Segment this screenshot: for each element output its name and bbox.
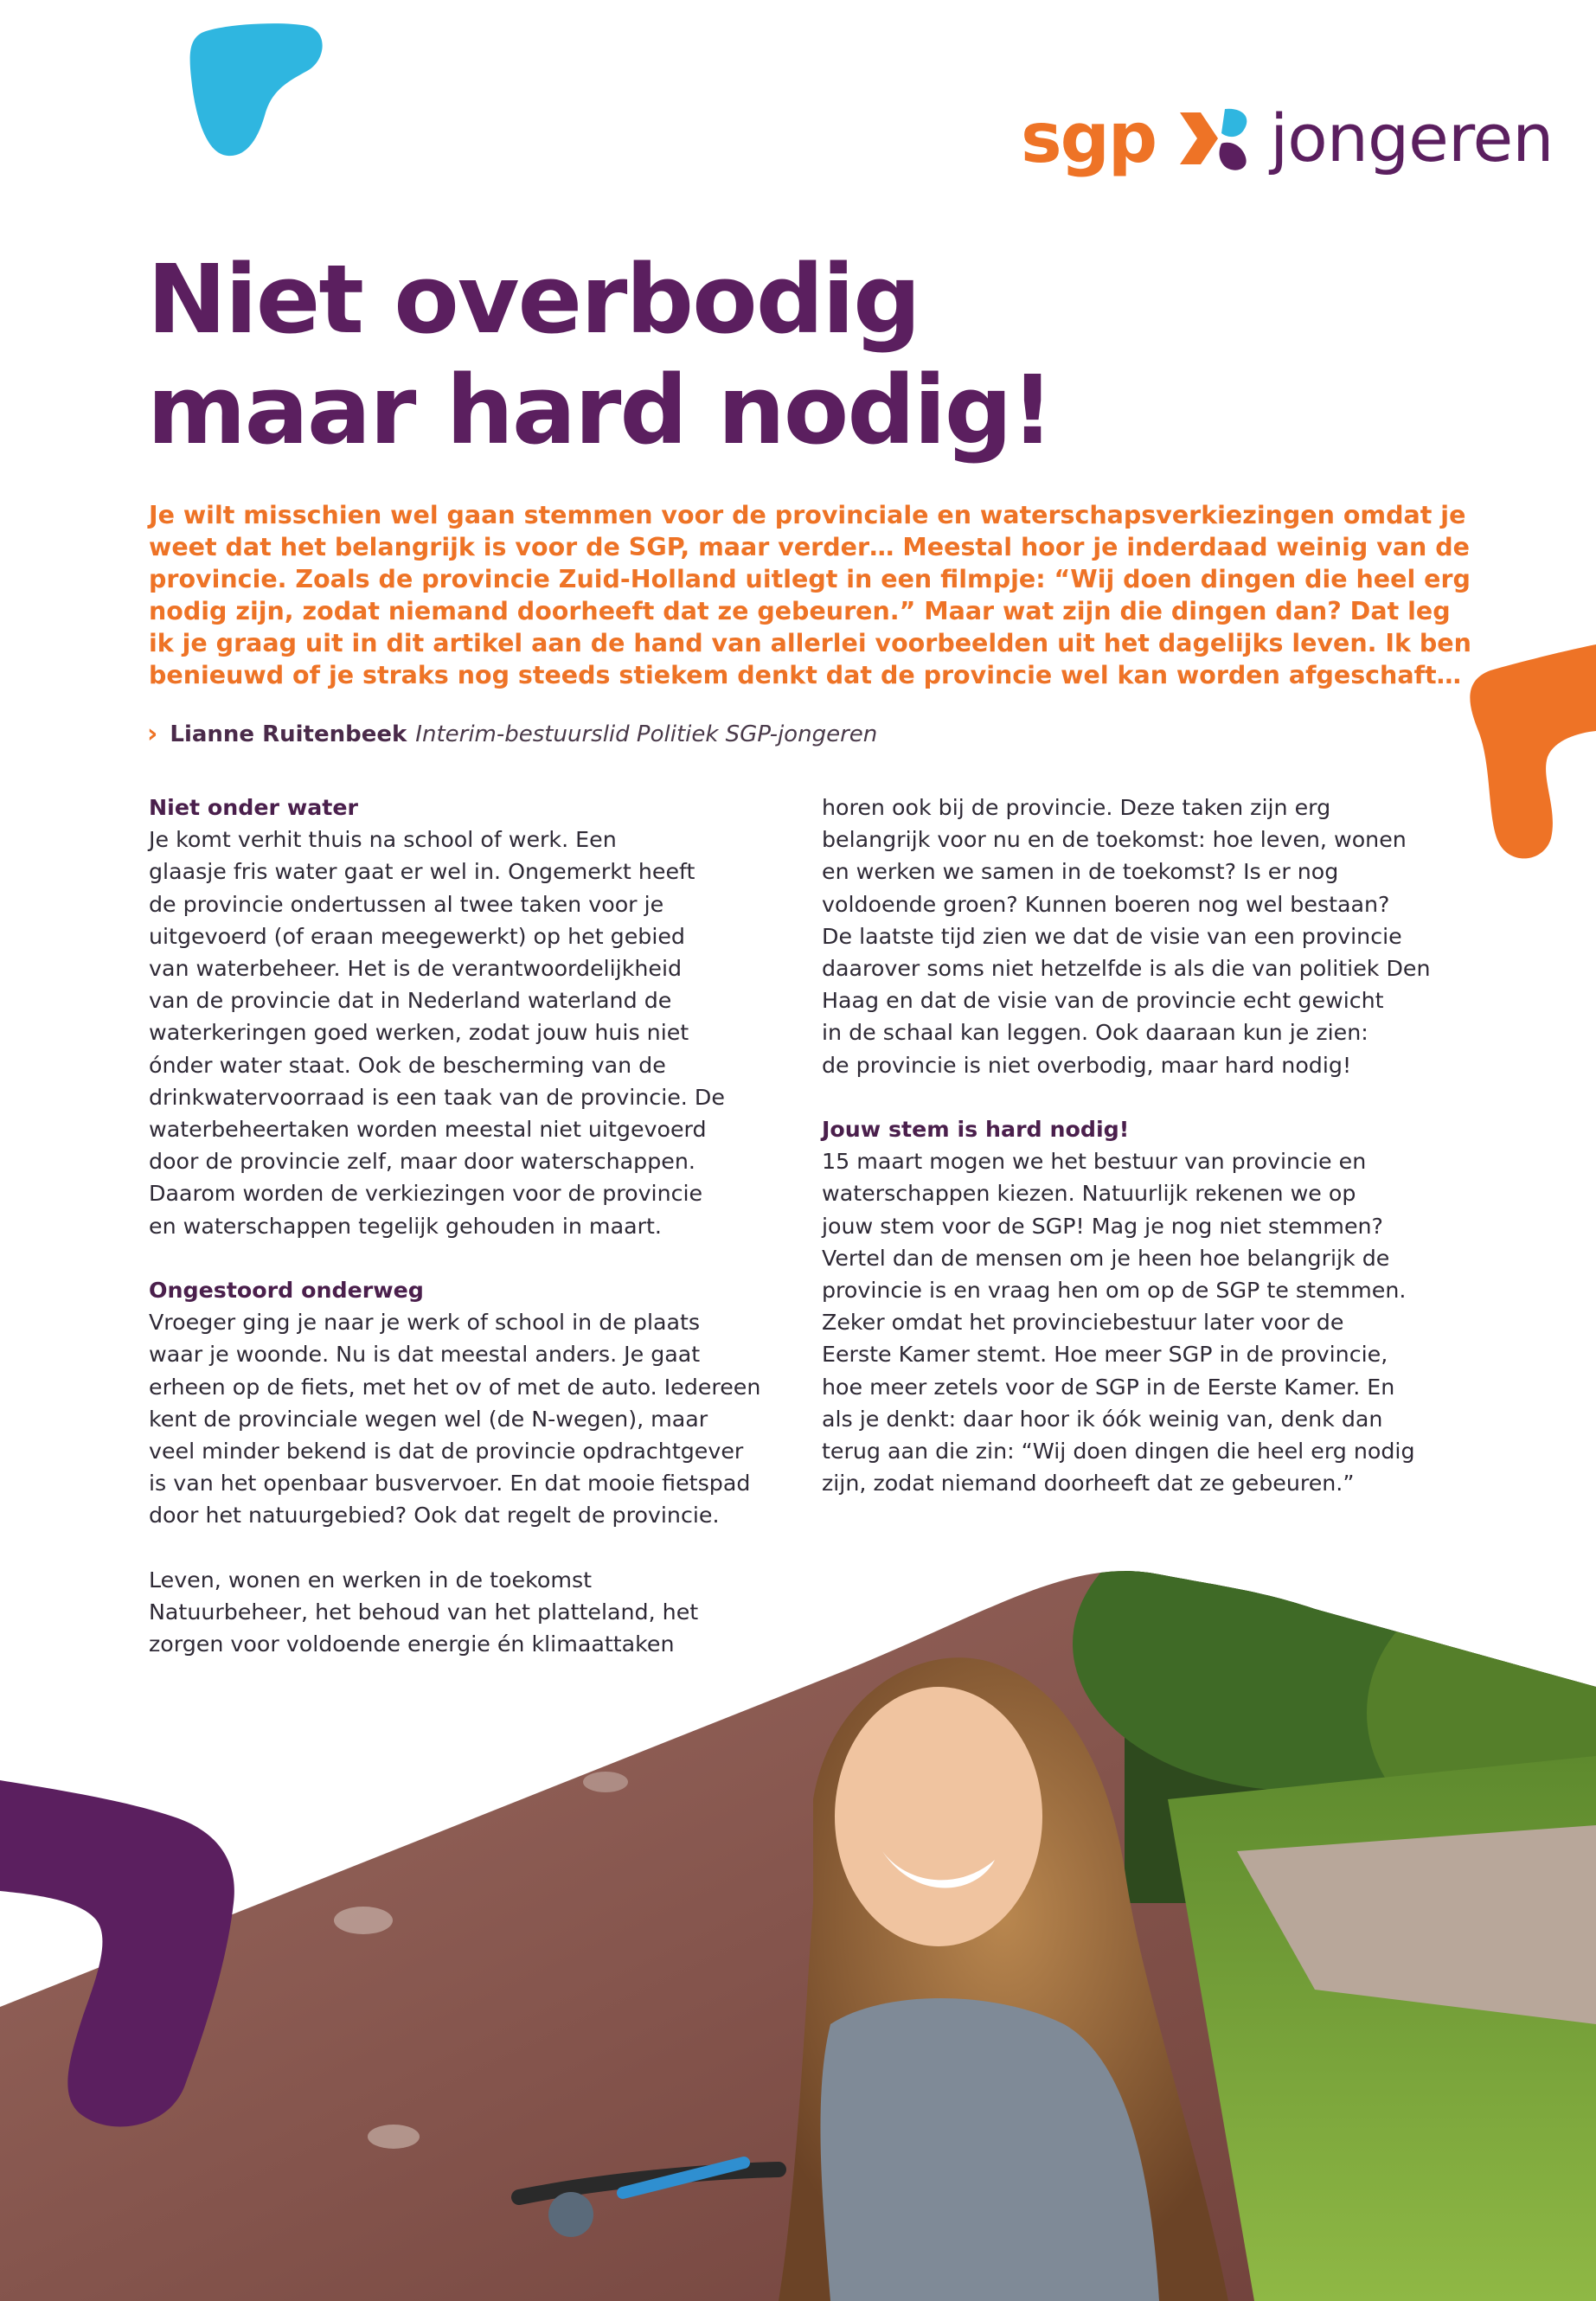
body-line: in de schaal kan leggen. Ook daaraan kun je zien:: [822, 1020, 1368, 1046]
body-line: daarover soms niet hetzelfde is als die van politiek Den: [822, 956, 1431, 982]
intro-line: ik je graag uit in dit artikel aan de hand van allerlei voorbeelden uit het dagelijks leven. Ik ben: [149, 629, 1471, 657]
intro-line: Je wilt misschien wel gaan stemmen voor de provinciale en waterschapsverkiezingen omdat je: [149, 501, 1466, 529]
intro-paragraph: [149, 499, 1471, 691]
body-line: van waterbeheer. Het is de verantwoordelijkheid: [149, 956, 683, 982]
body-line: Haag en dat de visie van de provincie echt gewicht: [822, 988, 1384, 1014]
body-line: veel minder bekend is dat de provincie opdrachtgever: [149, 1439, 744, 1465]
body-line: drinkwatervoorraad is een taak van de provincie. De: [149, 1084, 725, 1110]
intro-line: nodig zijn, zodat niemand doorheeft dat ze gebeuren.” Maar wat zijn die dingen dan? Dat leg: [149, 597, 1451, 625]
body-line: en werken we samen in de toekomst? Is er nog: [822, 859, 1339, 885]
body-line: door het natuurgebied? Ook dat regelt de provincie.: [149, 1503, 720, 1529]
body-line: kent de provinciale wegen wel (de N-wegen), maar: [149, 1406, 708, 1432]
body-line: provincie is en vraag hen om op de SGP te stemmen.: [822, 1278, 1407, 1304]
body-line: waterkeringen goed werken, zodat jouw huis niet: [149, 1020, 689, 1046]
body-line: 15 maart mogen we het bestuur van provincie en: [822, 1149, 1367, 1175]
logo-jongeren-text: jongeren: [1270, 99, 1554, 176]
body-line: van de provincie dat in Nederland waterland de: [149, 988, 672, 1014]
body-line: zorgen voor voldoende energie én klimaattaken: [149, 1631, 675, 1657]
body-line: hoe meer zetels voor de SGP in de Eerste Kamer. En: [822, 1374, 1395, 1400]
body-line: ónder water staat. Ook de bescherming van de: [149, 1052, 666, 1078]
body-line: de provincie is niet overbodig, maar hard nodig!: [822, 1052, 1352, 1078]
logo-mark-icon: [1175, 104, 1254, 173]
body-line: voldoende groen? Kunnen boeren nog wel bestaan?: [822, 891, 1390, 917]
body-line: de provincie ondertussen al twee taken voor je: [149, 891, 664, 917]
logo-sgp-text: sgp: [1021, 98, 1157, 178]
purple-bracket-decoration: [0, 1773, 251, 2137]
body-line: is van het openbaar busvervoer. En dat mooie fietspad: [149, 1471, 751, 1497]
article-column-left: [149, 792, 806, 1660]
body-line: erheen op de fiets, met het ov of met de auto. Iedereen: [149, 1374, 761, 1400]
body-line: zijn, zodat niemand doorheeft dat ze gebeuren.”: [822, 1471, 1355, 1497]
body-line: Natuurbeheer, het behoud van het platteland, het: [149, 1599, 699, 1625]
chevron-right-icon: ›: [147, 719, 158, 749]
title-line-1: Niet overbodig: [147, 244, 920, 355]
body-line: waterschappen kiezen. Natuurlijk rekenen we op: [822, 1181, 1356, 1207]
body-line: De laatste tijd zien we dat de visie van een provincie: [822, 923, 1402, 949]
author-byline: [147, 720, 877, 749]
section-heading: Niet onder water: [149, 795, 359, 820]
body-line: glaasje fris water gaat er wel in. Ongemerkt heeft: [149, 859, 695, 885]
section-heading: Leven, wonen en werken in de toekomst: [149, 1567, 593, 1593]
body-line: en waterschappen tegelijk gehouden in maart.: [149, 1213, 662, 1239]
body-line: belangrijk voor nu en de toekomst: hoe leven, wonen: [822, 827, 1407, 853]
body-line: als je denkt: daar hoor ik óók weinig van, denk dan: [822, 1406, 1383, 1432]
blue-blob-decoration: [186, 17, 324, 160]
body-line: Vertel dan de mensen om je heen hoe belangrijk de: [822, 1245, 1390, 1271]
author-name: Lianne Ruitenbeek: [170, 721, 407, 747]
body-line: Zeker omdat het provinciebestuur later voor de: [822, 1310, 1344, 1336]
body-line: horen ook bij de provincie. Deze taken zijn erg: [822, 795, 1331, 820]
intro-line: provincie. Zoals de provincie Zuid-Holland uitlegt in een filmpje: “Wij doen dingen die heel erg: [149, 565, 1471, 593]
article-column-right: [822, 792, 1479, 1499]
body-line: Eerste Kamer stemt. Hoe meer SGP in de provincie,: [822, 1342, 1388, 1368]
page-title: [147, 244, 1053, 465]
title-line-2: maar hard nodig!: [147, 355, 1053, 465]
section-heading: Ongestoord onderweg: [149, 1278, 424, 1304]
body-line: waar je woonde. Nu is dat meestal anders. Je gaat: [149, 1342, 701, 1368]
body-line: door de provincie zelf, maar door waterschappen.: [149, 1149, 695, 1175]
body-line: jouw stem voor de SGP! Mag je nog niet stemmen?: [822, 1213, 1383, 1239]
intro-line: weet dat het belangrijk is voor de SGP, maar verder… Meestal hoor je inderdaad weinig van de: [149, 533, 1470, 561]
body-line: Vroeger ging je naar je werk of school in de plaats: [149, 1310, 701, 1336]
body-line: terug aan die zin: “Wij doen dingen die heel erg nodig: [822, 1439, 1415, 1465]
author-role: Interim-bestuurslid Politiek SGP-jongeren: [415, 721, 878, 747]
body-line: waterbeheertaken worden meestal niet uitgevoerd: [149, 1117, 707, 1143]
brand-logo: [1021, 95, 1553, 182]
intro-line: benieuwd of je straks nog steeds stiekem denkt dat de provincie wel kan worden afgeschaft…: [149, 661, 1462, 689]
body-line: Daarom worden de verkiezingen voor de provincie: [149, 1181, 703, 1207]
body-line: Je komt verhit thuis na school of werk. Een: [149, 827, 617, 853]
section-heading: Jouw stem is hard nodig!: [822, 1117, 1130, 1143]
body-line: uitgevoerd (of eraan meegewerkt) op het gebied: [149, 923, 685, 949]
